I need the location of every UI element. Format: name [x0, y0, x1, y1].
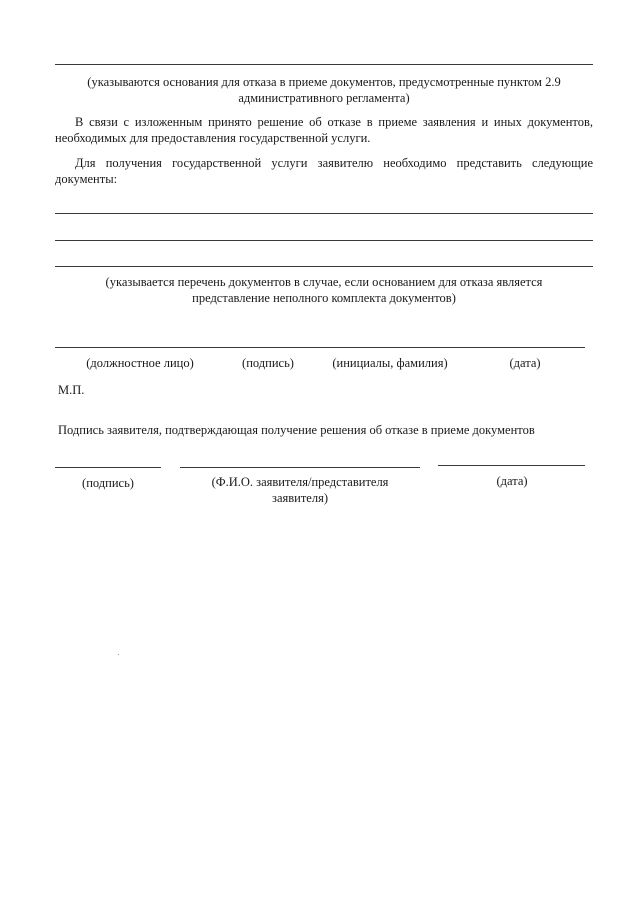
stamp-label: М.П.	[58, 383, 85, 397]
docs-line-2	[55, 240, 593, 241]
required-docs-paragraph: Для получения государственной услуги заявителю необходимо представить следующие документы:	[55, 156, 593, 186]
applicant-date-line	[438, 465, 585, 466]
applicant-signature-label: (подпись)	[82, 476, 134, 490]
docs-line-3	[55, 266, 593, 267]
official-name-label: (инициалы, фамилия)	[332, 356, 448, 370]
docs-caption: (указывается перечень документов в случае, если основанием для отказа является представление неполного комплекта документов)	[105, 275, 543, 305]
docs-line-1	[55, 213, 593, 214]
applicant-confirmation-text: Подпись заявителя, подтверждающая получение решения об отказе в приеме документов	[58, 423, 535, 437]
reason-line	[55, 64, 593, 65]
scan-speck	[118, 654, 119, 655]
official-signature-line	[55, 347, 585, 348]
reason-caption: (указываются основания для отказа в приеме документов, предусмотренные пунктом 2.9 административного регламента)	[87, 75, 561, 105]
applicant-name-line	[180, 467, 420, 468]
official-position-label: (должностное лицо)	[86, 356, 194, 370]
applicant-date-label: (дата)	[496, 474, 528, 488]
applicant-signature-line	[55, 467, 161, 468]
decision-paragraph: В связи с изложенным принято решение об отказе в приеме заявления и иных документов, необходимых для предоставления государственной услуги.	[55, 115, 593, 145]
applicant-name-label: (Ф.И.О. заявителя/представителя заявителя)	[211, 475, 389, 505]
official-date-label: (дата)	[509, 356, 541, 370]
official-signature-label: (подпись)	[242, 356, 294, 370]
